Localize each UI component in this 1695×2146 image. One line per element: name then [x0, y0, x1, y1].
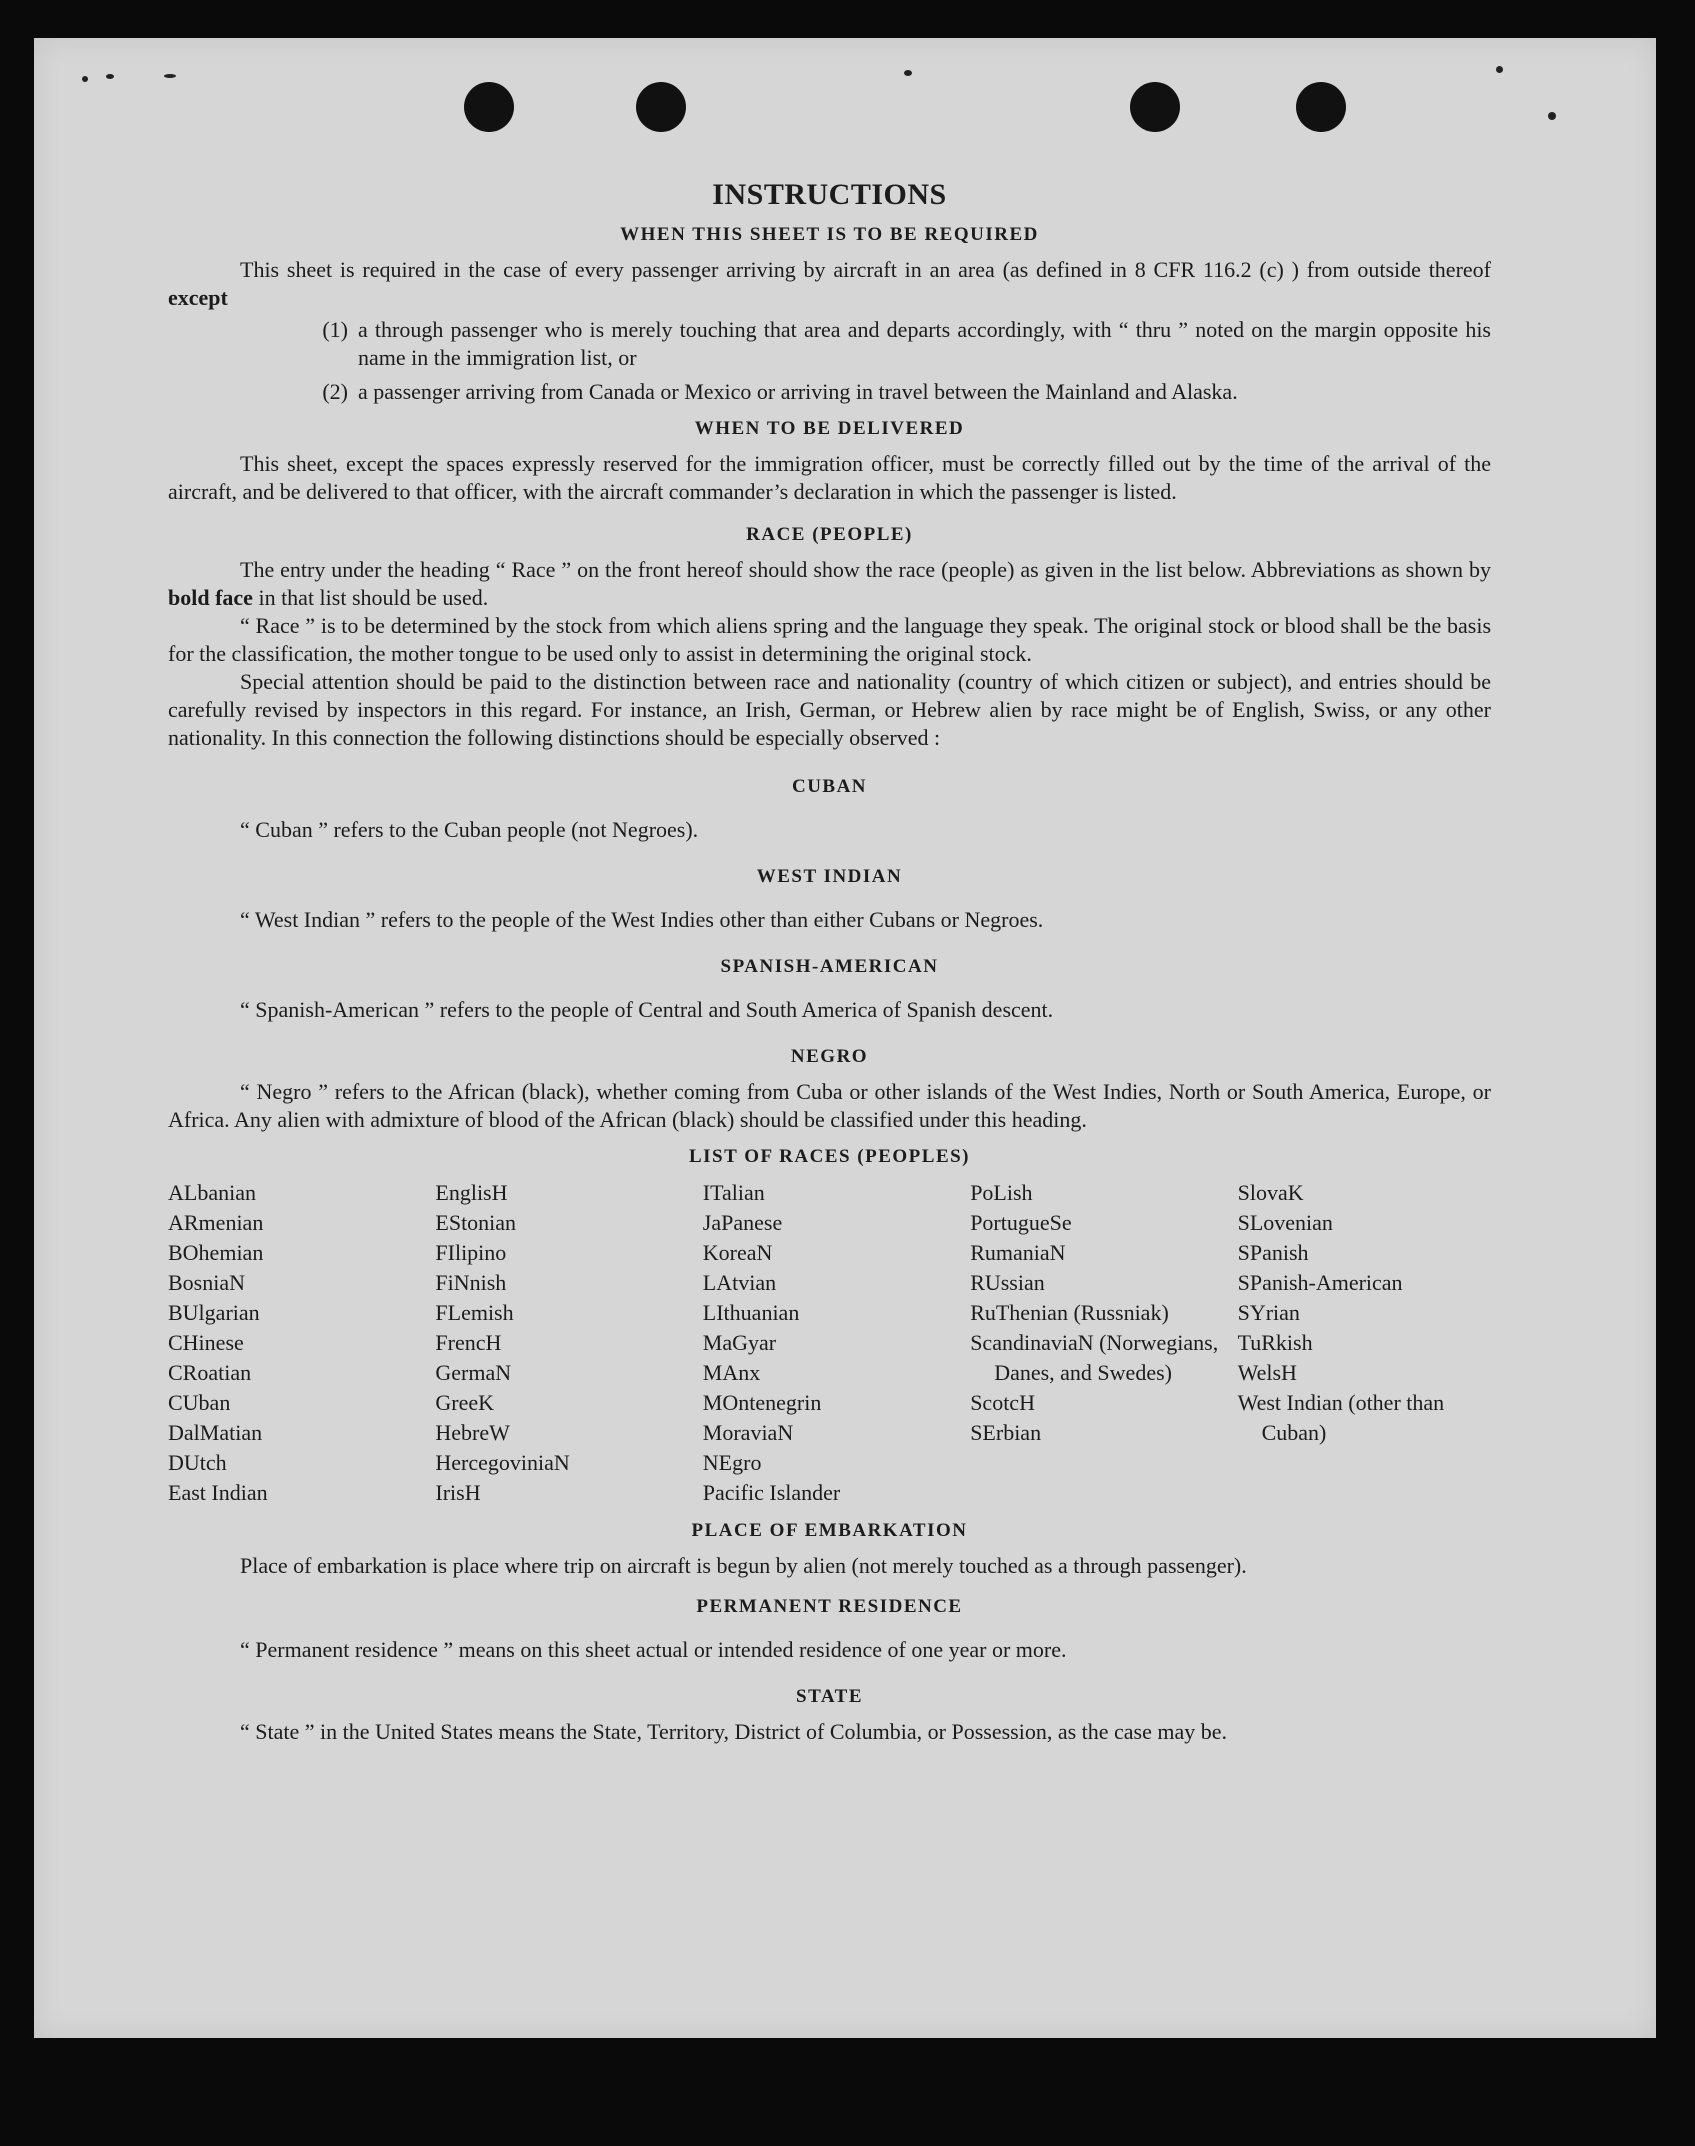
race-item: MOntenegrin: [702, 1390, 822, 1415]
race-item: BosniaN: [168, 1270, 245, 1295]
race-list-column: [1238, 1178, 1491, 1508]
race-p1-bold: bold face: [168, 585, 253, 610]
race-item: SLovenian: [1237, 1210, 1333, 1235]
speck: [164, 74, 176, 78]
race-item: NEgro: [702, 1450, 762, 1475]
race-paragraph-2: “ Race ” is to be determined by the stock from which aliens spring and the language they speak. The original stock or blood shall be the basis for the classification, the mother tongue to be used only to assist in determining the original stock.: [168, 613, 1491, 666]
race-p1a: The entry under the heading “ Race ” on the front hereof should show the race (people) as given in the list below. Abbreviations as shown by: [240, 557, 1491, 582]
race-item: ALbanian: [168, 1180, 256, 1205]
race-item: West Indian (other than Cuban): [1237, 1390, 1445, 1445]
race-item: MaGyar: [702, 1330, 777, 1355]
race-list-column: [435, 1178, 688, 1508]
race-item: MAnx: [702, 1360, 761, 1385]
race-item: SErbian: [970, 1420, 1042, 1445]
section-heading-negro: NEGRO: [790, 1046, 869, 1067]
exception-item: [308, 316, 1491, 372]
race-item: FiNnish: [435, 1270, 507, 1295]
race-item: PoLish: [970, 1180, 1033, 1205]
exception-num: (2): [322, 379, 348, 404]
speck: [82, 76, 88, 82]
race-item: Pacific Islander: [702, 1480, 841, 1505]
race-item: EnglisH: [435, 1180, 508, 1205]
race-item: RUssian: [970, 1270, 1045, 1295]
race-list-column: [168, 1178, 421, 1508]
race-item: BOhemian: [168, 1240, 264, 1265]
race-item: CUban: [168, 1390, 231, 1415]
race-item: IrisH: [435, 1480, 481, 1505]
race-item: ITalian: [702, 1180, 765, 1205]
instructions-content: [168, 138, 1491, 1746]
state-text: “ State ” in the United States means the State, Territory, District of Columbia, or Possession, as the case may be.: [240, 1719, 1228, 1744]
race-item: SPanish-American: [1237, 1270, 1403, 1295]
embarkation-text: Place of embarkation is place where trip on aircraft is begun by alien (not merely touched as a through passenger).: [240, 1553, 1247, 1578]
race-item: BUlgarian: [168, 1300, 260, 1325]
race-item: JaPanese: [702, 1210, 783, 1235]
race-item: SPanish: [1237, 1240, 1309, 1265]
race-item: HebreW: [435, 1420, 510, 1445]
speck: [1496, 66, 1503, 73]
race-item: KoreaN: [702, 1240, 773, 1265]
race-item: CRoatian: [168, 1360, 252, 1385]
exception-item: [308, 378, 1491, 406]
exception-text: a through passenger who is merely touching that area and departs accordingly, with “ thru ” noted on the margin opposite his name in the immigration list, or: [358, 317, 1491, 370]
race-list: [168, 1178, 1491, 1508]
section-heading-embarkation: PLACE OF EMBARKATION: [691, 1520, 968, 1541]
race-paragraph-3: Special attention should be paid to the distinction between race and nationality (country of which citizen or subject), and entries should be carefully revised by inspectors in this regard. For instance, an Irish, German, or Hebrew alien by race might be of English, Swiss, or any other nationality. In this connection the following distinctions should be especially observed :: [168, 669, 1491, 750]
west-indian-text: “ West Indian ” refers to the people of the West Indies other than either Cubans or Negroes.: [240, 907, 1044, 932]
race-item: LIthuanian: [702, 1300, 800, 1325]
section-heading-west-indian: WEST INDIAN: [756, 866, 903, 887]
punch-hole: [1130, 82, 1180, 132]
race-list-column: [703, 1178, 956, 1508]
section-heading-residence: PERMANENT RESIDENCE: [696, 1596, 963, 1617]
required-intro: [168, 256, 1491, 312]
race-item: CHinese: [168, 1330, 244, 1355]
punch-hole: [1296, 82, 1346, 132]
race-paragraph-1: [168, 556, 1491, 612]
race-item: GermaN: [435, 1360, 512, 1385]
race-item: MoraviaN: [702, 1420, 794, 1445]
punch-hole: [464, 82, 514, 132]
race-item: SlovaK: [1237, 1180, 1304, 1205]
page-title: INSTRUCTIONS: [712, 178, 947, 211]
required-intro-except: except: [168, 285, 228, 310]
race-item: PortugueSe: [970, 1210, 1072, 1235]
race-list-column: [970, 1178, 1223, 1508]
race-item: DalMatian: [168, 1420, 263, 1445]
race-item: TuRkish: [1237, 1330, 1313, 1355]
exception-num: (1): [322, 317, 348, 342]
exception-text: a passenger arriving from Canada or Mexico or arriving in travel between the Mainland and Alaska.: [358, 379, 1238, 404]
section-heading-cuban: CUBAN: [791, 776, 868, 797]
race-item: DUtch: [168, 1450, 227, 1475]
punch-hole: [636, 82, 686, 132]
speck: [1548, 112, 1556, 120]
spanish-american-text: “ Spanish-American ” refers to the people of Central and South America of Spanish descent.: [240, 997, 1054, 1022]
required-intro-text: This sheet is required in the case of every passenger arriving by aircraft in an area (as defined in 8 CFR 116.2 (c) ) from outside thereof: [240, 257, 1491, 282]
race-item: RuThenian (Russniak): [970, 1300, 1169, 1325]
speck: [106, 74, 114, 79]
race-item: FIlipino: [435, 1240, 507, 1265]
race-item: RumaniaN: [970, 1240, 1066, 1265]
race-item: East Indian: [168, 1480, 268, 1505]
residence-text: “ Permanent residence ” means on this sheet actual or intended residence of one year or more.: [240, 1637, 1067, 1662]
section-heading-spanish-american: SPANISH-AMERICAN: [720, 956, 939, 977]
race-item: ScotcH: [970, 1390, 1035, 1415]
race-item: LAtvian: [702, 1270, 777, 1295]
race-item: ARmenian: [168, 1210, 264, 1235]
exception-list: [168, 316, 1491, 406]
race-item: FrencH: [435, 1330, 502, 1355]
section-heading-state: STATE: [796, 1686, 863, 1707]
section-heading-race-list: LIST OF RACES (PEOPLES): [688, 1146, 971, 1167]
race-item: FLemish: [435, 1300, 514, 1325]
race-item: EStonian: [435, 1210, 517, 1235]
section-heading-required: WHEN THIS SHEET IS TO BE REQUIRED: [620, 224, 1039, 245]
negro-text: “ Negro ” refers to the African (black), whether coming from Cuba or other islands of the West Indies, North or South America, Europe, or Africa. Any alien with admixture of blood of the African (black) should be classified under this heading.: [168, 1079, 1491, 1132]
race-item: HercegoviniaN: [435, 1450, 570, 1475]
speck: [904, 70, 912, 76]
race-item: GreeK: [435, 1390, 495, 1415]
race-item: ScandinaviaN (Norwegians, Danes, and Swedes): [970, 1330, 1219, 1385]
race-item: WelsH: [1237, 1360, 1297, 1385]
delivered-text: This sheet, except the spaces expressly reserved for the immigration officer, must be correctly filled out by the time of the arrival of the aircraft, and be delivered to that officer, with the aircraft commander’s declaration in which the passenger is listed.: [168, 451, 1491, 504]
section-heading-delivered: WHEN TO BE DELIVERED: [694, 418, 965, 439]
race-item: SYrian: [1237, 1300, 1300, 1325]
race-p1c: in that list should be used.: [258, 585, 489, 610]
cuban-text: “ Cuban ” refers to the Cuban people (not Negroes).: [240, 817, 699, 842]
section-heading-race: RACE (PEOPLE): [746, 524, 913, 545]
